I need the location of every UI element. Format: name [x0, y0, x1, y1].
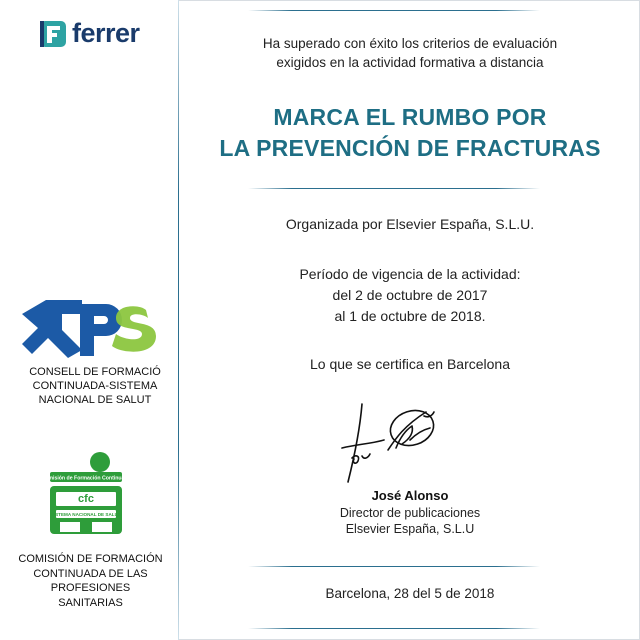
sidebar — [0, 0, 178, 640]
intro-line: Ha superado con éxito los criterios de evaluación — [262, 36, 558, 51]
ferrer-f-icon — [40, 21, 66, 47]
ps-arrow-shape — [22, 300, 82, 358]
ps-logo — [22, 300, 152, 358]
validity-period — [180, 264, 640, 327]
cfc-logo — [41, 452, 131, 540]
signer-role-line: Director de publicaciones — [339, 506, 481, 520]
ps-caption-line: CONTINUADA-SISTEMA — [32, 380, 158, 392]
cfc-logo-bottom-text: SISTEMA NACIONAL DE SALUD — [50, 512, 122, 517]
organizer-text: Organizada por Elsevier España, S.L.U. — [285, 216, 535, 232]
cfc-logo-mark-text: cfc — [78, 493, 94, 505]
cfc-caption-line: PROFESIONES SANITARIAS — [50, 582, 131, 609]
course-title — [180, 102, 640, 164]
validity-line: al 1 de octubre de 2018. — [334, 308, 486, 324]
cfc-logo-top-text: Comisión de Formación Continuada — [41, 475, 131, 482]
ps-caption — [20, 365, 170, 407]
ps-caption-line: NACIONAL DE SALUT — [38, 394, 152, 406]
signature — [340, 398, 440, 490]
cfc-caption-line: COMISIÓN DE FORMACIÓN — [18, 553, 163, 565]
issue-date: Barcelona, 28 del 5 de 2018 — [325, 586, 495, 601]
ferrer-logo — [40, 18, 140, 49]
top-divider — [248, 10, 540, 11]
title-divider — [248, 188, 540, 189]
validity-line: del 2 de octubre de 2017 — [332, 287, 488, 303]
footer-divider — [248, 628, 540, 629]
ps-caption-line: CONSELL DE FORMACIÓ — [29, 366, 161, 378]
intro-text — [180, 34, 640, 72]
signer-role — [180, 505, 640, 537]
ferrer-wordmark: ferrer — [72, 18, 140, 48]
signer-name: José Alonso — [371, 488, 449, 503]
validity-line: Período de vigencia de la actividad: — [299, 266, 521, 282]
title-line: LA PREVENCIÓN DE FRACTURAS — [219, 135, 601, 161]
cfc-caption — [18, 552, 163, 610]
bottom-divider — [248, 566, 540, 567]
intro-line: exigidos en la actividad formativa a distancia — [276, 55, 544, 70]
signer-role-line: Elsevier España, S.L.U — [345, 522, 475, 536]
vertical-divider — [178, 0, 179, 640]
cfc-caption-line: CONTINUADA DE LAS — [33, 567, 148, 580]
certify-line: Lo que se certifica en Barcelona — [309, 356, 510, 372]
title-line: MARCA EL RUMBO POR — [273, 104, 547, 130]
